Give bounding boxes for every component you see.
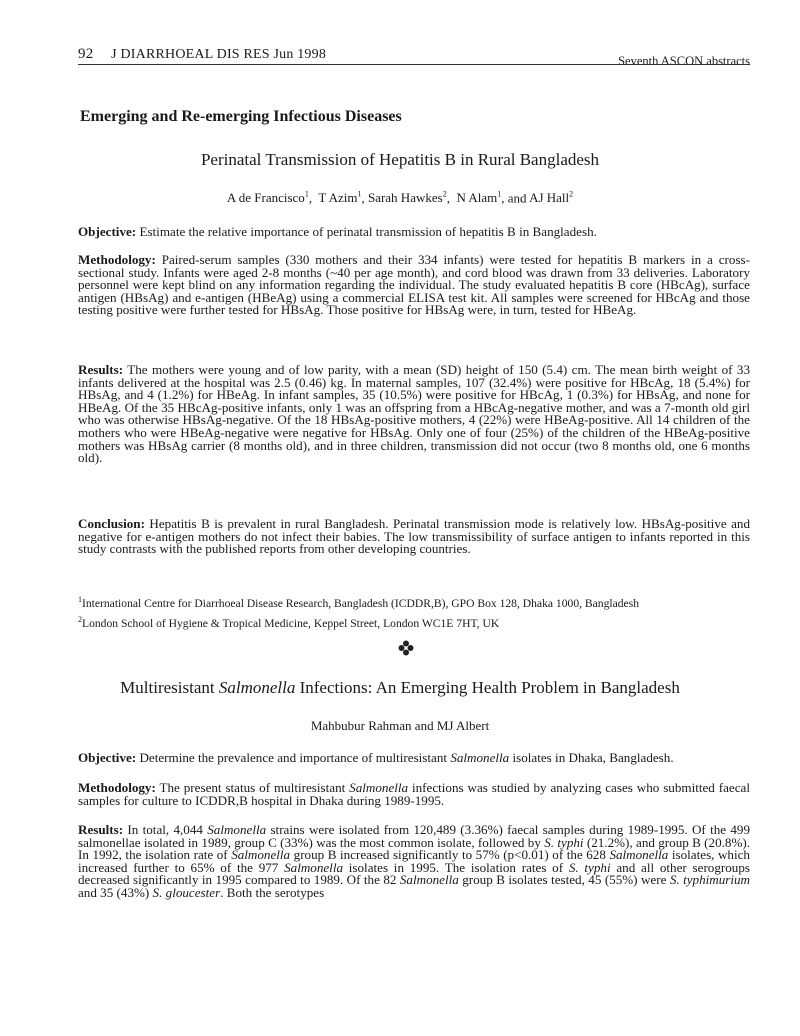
author: Sarah Hawkes$^2$ [367, 190, 447, 206]
flower-ornament-icon [398, 640, 414, 656]
page-number: 92 [78, 46, 94, 62]
abstract1-methodology: Methodology: Paired-serum samples (330 mothers and their 334 infants) were tested for hepatitis B markers in a cross-sectional study. Infants were aged 2-8 months (~40 per age month), and cord blood was drawn from 33 deliveries. Laboratory personnel were kept blind on any information regarding the individual. The study evaluated hepatitis B core (HBcAg), surface antigen (HBsAg) and e-antigen (HBeAg) using a commercial ELISA test kit. All samples were screened for HBcAg and those testing positive were further tested for HBsAg. Those positive for HBsAg were, in turn, tested for HBeAg. [78, 252, 750, 318]
abstract1-title: Perinatal Transmission of Hepatitis B in Rural Bangladesh [200, 150, 600, 169]
abstract2-methodology: Methodology: The present status of multiresistant Salmonella infections was studied by analyzing cases who submitted faecal samples for culture to ICDDR,B hospital in Dhaka during 1989-1995. [78, 780, 750, 808]
abstract1-results: Results: The mothers were young and of low parity, with a mean (SD) height of 150 (5.4) cm. The mean birth weight of 33 infants delivered at the hospital was 2.5 (0.46) kg. In maternal samples, 107 (32.4%) were positive for HBcAg, 18 (5.4%) for HBsAg, and 4 (1.2%) for HBeAg. In infant samples, 35 (10.5%) were positive for HBcAg, 1 (0.3%) for HBsAg, and none for HBeAg. Of the 35 HBcAg-positive infants, only 1 was an offspring from a HBcAg-negative mother, and was a 7-month old girl who was otherwise HBsAg-negative. Of the 18 HBsAg-positive mothers, 4 (22%) were HBeAg-positive. All 14 children of the mothers who were HBeAg-negative were negative for HBsAg. Only one of four (25%) of the children of the HBeAg-positive mothers was HBsAg carrier (8 months old), and in three children, transmission did not occur (two 8 months old, one 6 months old). [78, 362, 750, 466]
section-label: Seventh ASCON abstracts [618, 54, 750, 68]
abstract2-objective: Objective: Determine the prevalence and importance of multiresistant Salmonella isolates in Dhaka, Bangladesh. [78, 750, 674, 765]
affiliation: $^2$London School of Hygiene & Tropical Medicine, Keppel Street, London WC1E 7HT, UK [78, 614, 500, 630]
abstract1-objective: Objective: Estimate the relative importance of perinatal transmission of hepatitis B in Bangladesh. [78, 224, 597, 239]
author: AJ Hall$^2$ [529, 190, 574, 206]
journal-citation: J DIARRHOEAL DIS RES Jun 1998 [111, 47, 327, 62]
running-header [78, 44, 750, 72]
author: T Azim$^1$ [318, 190, 362, 206]
header-rule [78, 64, 750, 65]
abstract2-authors: Mahbubur Rahman and MJ Albert [310, 718, 490, 733]
abstract1-authors: A de Francisco$^1$, T Azim$^1$, Sarah Hawkes$^2$, N Alam$^1$, and AJ Hall$^2$ [226, 190, 574, 206]
abstract1-conclusion: Conclusion: Hepatitis B is prevalent in rural Bangladesh. Perinatal transmission mode is relatively low. HBsAg-positive and negative for e-antigen mothers do not infect their babies. The low transmissibility of surface antigen to infants reported in this study contrasts with the published reports from other developing countries. [78, 516, 750, 557]
abstract2-title: Multiresistant Salmonella Infections: An Emerging Health Problem in Bangladesh [120, 678, 680, 697]
affiliation: $^1$International Centre for Diarrhoeal Disease Research, Bangladesh (ICDDR,B), GPO Box 128, Dhaka 1000, Bangladesh [78, 595, 639, 610]
abstract2-results: Results: In total, 4,044 Salmonella strains were isolated from 120,489 (3.36%) faecal samples during 1989-1995. Of the 499 salmonellae isolated in 1989, group C (33%) was the most common isolate, followed by S. typhi (21.2%), and group B (20.8%). In 1992, the isolation rate of Salmonella group B increased significantly to 57% (p<0.01) of the 628 Salmonella isolates, which increased further to 65% of the 977 Salmonella isolates in 1995. The isolation rates of S. typhi and all other serogroups decreased significantly in 1995 compared to 1989. Of the 82 Salmonella group B isolates tested, 45 (55%) were S. typhimurium and 35 (43%) S. gloucester. Both the serotypes [78, 822, 751, 900]
section-title: Emerging and Re-emerging Infectious Diseases [80, 108, 402, 125]
affiliations [78, 592, 758, 632]
author: N Alam$^1$ [456, 190, 502, 206]
author: A de Francisco$^1$ [226, 190, 309, 206]
